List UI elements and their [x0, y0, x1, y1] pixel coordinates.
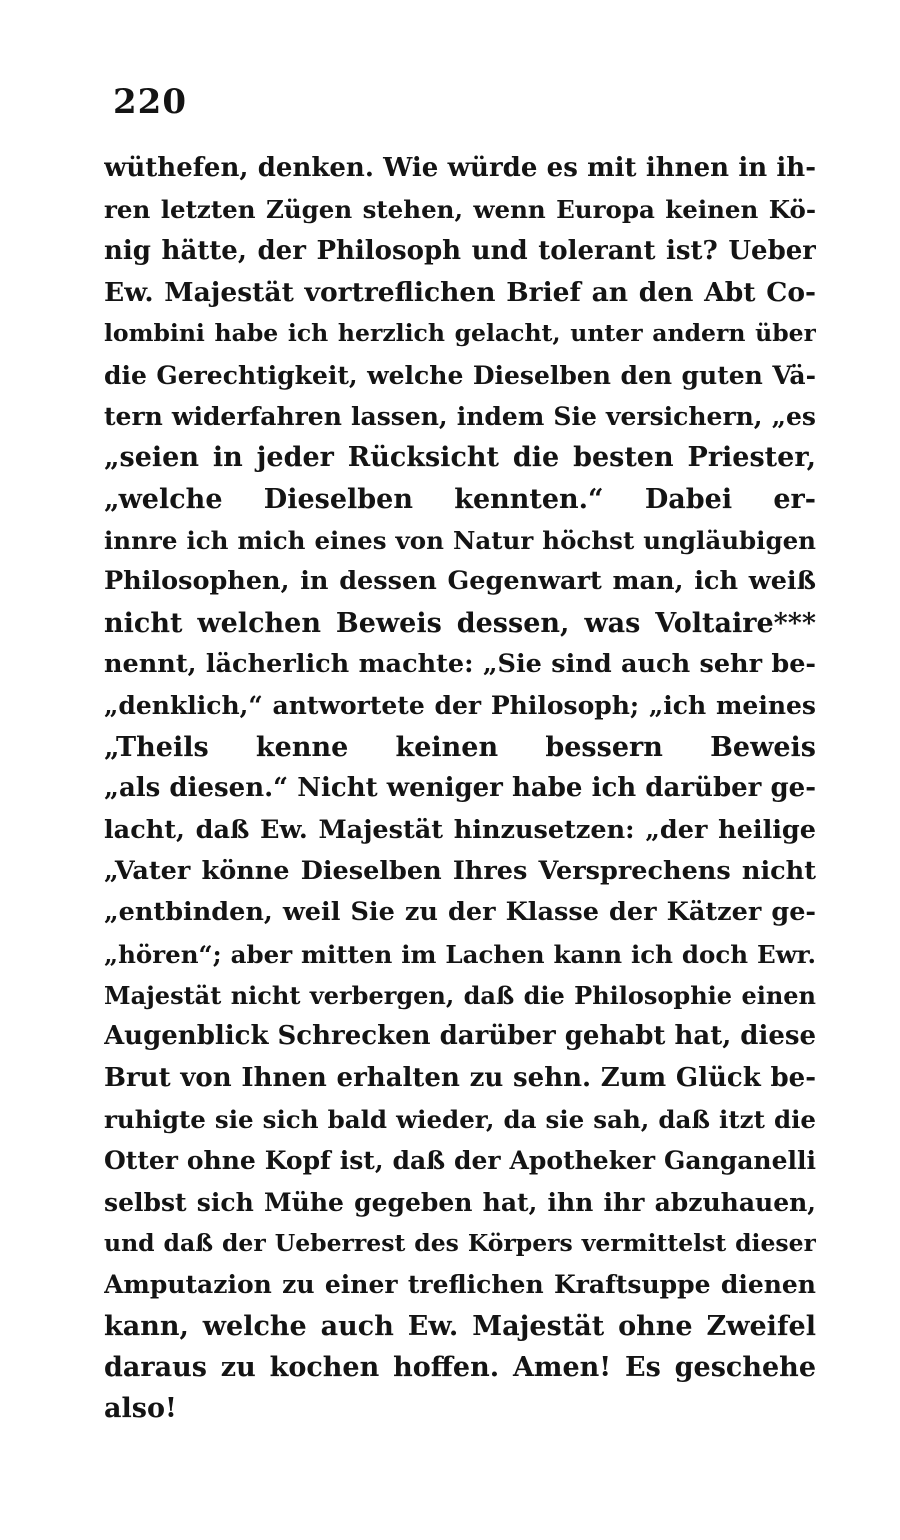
text-line: und daß der Ueberrest des Körpers vermittelst dieser [104, 1228, 816, 1257]
text-line: „seien in jeder Rücksicht die besten Priester, [104, 442, 816, 474]
text-line: „denklich,“ antwortete der Philosoph; „ich meines [104, 691, 816, 721]
text-line: also! [104, 1393, 177, 1425]
page-number: 220 [113, 82, 187, 122]
text-line: „welche Dieselben kennten.“ Dabei er- [104, 483, 816, 515]
text-line: lacht, daß Ew. Majestät hinzusetzen: „der heilige [104, 814, 816, 845]
text-line: „hören“; aber mitten im Lachen kann ich doch Ewr. [104, 939, 816, 969]
text-line: daraus zu kochen hoffen. Amen! Es geschehe [104, 1351, 816, 1383]
text-line: „entbinden, weil Sie zu der Klasse der Kätzer ge- [104, 897, 816, 928]
text-line: die Gerechtigkeit, welche Dieselben den guten Vä- [104, 360, 816, 390]
text-line: tern widerfahren lassen, indem Sie versichern, „es [104, 402, 816, 432]
text-line: nennt, lächerlich machte: „Sie sind auch sehr be- [104, 649, 816, 680]
text-line: innre ich mich eines von Natur höchst ungläubigen [104, 526, 816, 556]
text-line: Philosophen, in dessen Gegenwart man, ich weiß [104, 566, 816, 597]
text-line: Majestät nicht verbergen, daß die Philosophie einen [104, 980, 816, 1010]
text-line: Otter ohne Kopf ist, daß der Apotheker Ganganelli [104, 1146, 816, 1176]
text-line: „als diesen.“ Nicht weniger habe ich darüber ge- [104, 773, 816, 804]
text-line: ruhigte sie sich bald wieder, da sie sah, daß itzt die [104, 1104, 816, 1134]
text-line: lombini habe ich herzlich gelacht, unter andern über [104, 319, 816, 348]
text-line: Amputazion zu einer treflichen Kraftsuppe dienen [104, 1270, 816, 1300]
text-line: „Theils kenne keinen bessern Beweis [104, 731, 816, 763]
text-line: selbst sich Mühe gegeben hat, ihn ihr abzuhauen, [104, 1187, 816, 1217]
text-line: „Vater könne Dieselben Ihres Versprechens nicht [104, 855, 816, 886]
text-line: wüthefen, denken. Wie würde es mit ihnen in ih- [104, 153, 816, 183]
text-line: Augenblick Schrecken darüber gehabt hat, diese [104, 1021, 816, 1052]
text-line: kann, welche auch Ew. Majestät ohne Zweifel [104, 1310, 816, 1342]
text-line: Brut von Ihnen erhalten zu sehn. Zum Glück be- [104, 1062, 816, 1093]
text-line: nig hätte, der Philosoph und tolerant ist? Ueber [104, 235, 816, 266]
text-line: ren letzten Zügen stehen, wenn Europa keinen Kö- [104, 195, 816, 225]
text-line: nicht welchen Beweis dessen, was Voltaire*** [104, 607, 816, 639]
body-text [104, 148, 816, 1430]
text-line: Ew. Majestät vortreflichen Brief an den Abt Co- [104, 277, 816, 309]
